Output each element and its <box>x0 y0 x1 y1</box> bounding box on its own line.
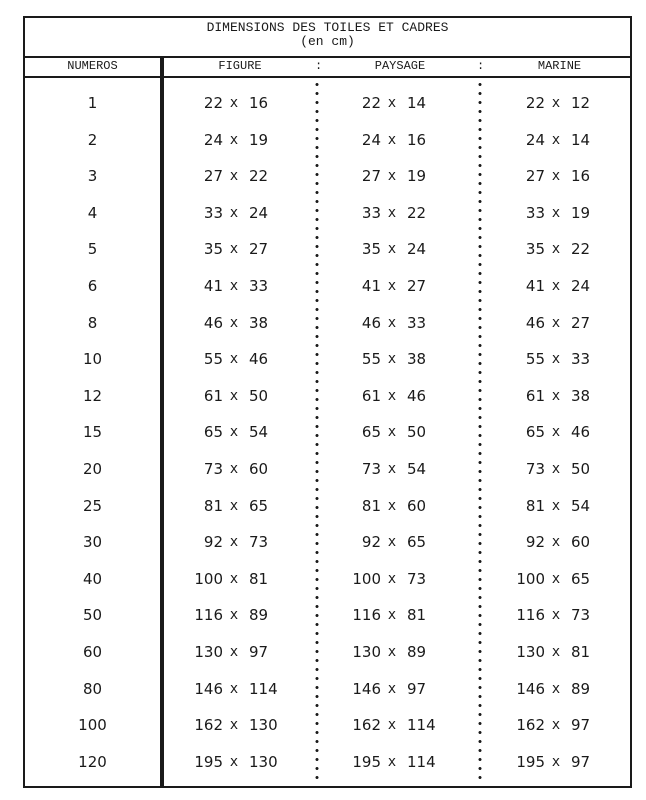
multiply-sign: x <box>551 717 561 734</box>
dimension-width: 61 <box>361 386 381 405</box>
header-separator: : <box>477 59 485 73</box>
dimension-height: 73 <box>571 606 591 625</box>
multiply-sign: x <box>387 717 397 734</box>
dimension-width: 65 <box>525 423 545 442</box>
dimension-width: 35 <box>203 240 223 259</box>
figure-cell <box>185 597 285 634</box>
dimension-height: 38 <box>249 313 269 332</box>
paysage-cell <box>343 524 443 561</box>
table-row <box>25 305 630 342</box>
dimension-height: 19 <box>249 130 269 149</box>
dimension-height: 27 <box>571 313 591 332</box>
marine-cell <box>507 488 607 525</box>
dimension-height: 50 <box>249 386 269 405</box>
dimension-width: 73 <box>525 459 545 478</box>
dimension-height: 114 <box>249 679 278 698</box>
paysage-cell <box>343 158 443 195</box>
table-row <box>25 488 630 525</box>
multiply-sign: x <box>387 680 397 697</box>
dimension-height: 50 <box>407 423 427 442</box>
figure-cell <box>185 85 285 122</box>
dimension-height: 27 <box>407 276 427 295</box>
dimension-height: 33 <box>249 276 269 295</box>
marine-cell <box>507 451 607 488</box>
multiply-sign: x <box>229 570 239 587</box>
paysage-cell <box>343 707 443 744</box>
numero-cell: 25 <box>82 496 103 515</box>
numero-cell: 12 <box>82 386 103 405</box>
numero-cell: 10 <box>82 350 103 369</box>
dimension-height: 22 <box>249 167 269 186</box>
dimension-height: 97 <box>407 679 427 698</box>
dimension-width: 92 <box>525 533 545 552</box>
header-marine: MARINE <box>537 59 582 73</box>
dimension-width: 27 <box>361 167 381 186</box>
dimension-height: 46 <box>249 350 269 369</box>
figure-cell <box>185 158 285 195</box>
multiply-sign: x <box>387 204 397 221</box>
table-row <box>25 378 630 415</box>
dimension-height: 33 <box>571 350 591 369</box>
multiply-sign: x <box>551 643 561 660</box>
multiply-sign: x <box>551 387 561 404</box>
multiply-sign: x <box>229 314 239 331</box>
column-header-row <box>25 58 630 78</box>
dimension-width: 46 <box>525 313 545 332</box>
dimension-width: 130 <box>352 642 381 661</box>
multiply-sign: x <box>229 95 239 111</box>
table-row <box>25 195 630 232</box>
multiply-sign: x <box>387 131 397 148</box>
figure-cell <box>185 561 285 598</box>
multiply-sign: x <box>229 387 239 404</box>
numero-cell: 8 <box>87 313 98 332</box>
figure-cell <box>185 451 285 488</box>
figure-cell <box>185 671 285 708</box>
numero-cell: 50 <box>82 606 103 625</box>
marine-cell <box>507 597 607 634</box>
marine-cell <box>507 524 607 561</box>
dimension-height: 81 <box>571 642 591 661</box>
multiply-sign: x <box>387 534 397 551</box>
dimension-height: 73 <box>407 569 427 588</box>
paysage-cell <box>343 85 443 122</box>
multiply-sign: x <box>387 607 397 624</box>
numero-cell: 80 <box>82 679 103 698</box>
multiply-sign: x <box>551 95 561 111</box>
multiply-sign: x <box>387 643 397 660</box>
header-paysage: PAYSAGE <box>374 59 426 73</box>
dimension-width: 35 <box>525 240 545 259</box>
multiply-sign: x <box>551 497 561 514</box>
table-row <box>25 231 630 268</box>
dimension-height: 46 <box>407 386 427 405</box>
dimension-height: 16 <box>249 94 269 112</box>
dimension-height: 16 <box>407 130 427 149</box>
multiply-sign: x <box>551 607 561 624</box>
marine-cell <box>507 305 607 342</box>
figure-cell <box>185 268 285 305</box>
figure-cell <box>185 195 285 232</box>
dimension-width: 146 <box>352 679 381 698</box>
marine-cell <box>507 744 607 781</box>
paysage-cell <box>343 195 443 232</box>
title-line-main: DIMENSIONS DES TOILES ET CADRES <box>206 20 449 35</box>
multiply-sign: x <box>387 753 397 770</box>
multiply-sign: x <box>551 534 561 551</box>
dimension-width: 33 <box>361 203 381 222</box>
multiply-sign: x <box>229 680 239 697</box>
dimension-width: 116 <box>194 606 223 625</box>
dimension-height: 81 <box>407 606 427 625</box>
header-separator: : <box>315 59 323 73</box>
dimension-height: 14 <box>407 94 427 112</box>
dimension-width: 22 <box>203 94 223 112</box>
multiply-sign: x <box>229 424 239 441</box>
multiply-sign: x <box>229 717 239 734</box>
dimension-width: 116 <box>352 606 381 625</box>
table-row <box>25 122 630 159</box>
dimension-width: 146 <box>194 679 223 698</box>
multiply-sign: x <box>551 168 561 185</box>
dimension-width: 46 <box>203 313 223 332</box>
paysage-cell <box>343 378 443 415</box>
figure-cell <box>185 341 285 378</box>
dimension-width: 41 <box>203 276 223 295</box>
table-row <box>25 634 630 671</box>
multiply-sign: x <box>229 753 239 770</box>
multiply-sign: x <box>387 570 397 587</box>
multiply-sign: x <box>551 680 561 697</box>
dimension-height: 97 <box>249 642 269 661</box>
numero-cell: 6 <box>87 276 98 295</box>
paysage-cell <box>343 744 443 781</box>
paysage-cell <box>343 268 443 305</box>
numero-cell: 30 <box>82 533 103 552</box>
dimension-width: 100 <box>352 569 381 588</box>
figure-cell <box>185 305 285 342</box>
multiply-sign: x <box>229 643 239 660</box>
header-numeros: NUMEROS <box>67 59 118 73</box>
dimension-height: 24 <box>571 276 591 295</box>
multiply-sign: x <box>229 497 239 514</box>
dimension-height: 22 <box>571 240 591 259</box>
numero-cell: 60 <box>82 642 103 661</box>
table-row <box>25 524 630 561</box>
dimension-width: 92 <box>361 533 381 552</box>
marine-cell <box>507 561 607 598</box>
dimension-height: 24 <box>249 203 269 222</box>
table-row <box>25 341 630 378</box>
dimension-height: 33 <box>407 313 427 332</box>
table-row <box>25 671 630 708</box>
dimension-height: 24 <box>407 240 427 259</box>
dimension-height: 65 <box>407 533 427 552</box>
multiply-sign: x <box>551 131 561 148</box>
figure-cell <box>185 634 285 671</box>
multiply-sign: x <box>387 168 397 185</box>
table-row <box>25 744 630 781</box>
marine-cell <box>507 195 607 232</box>
multiply-sign: x <box>387 314 397 331</box>
table-row <box>25 597 630 634</box>
dimension-height: 89 <box>571 679 591 698</box>
dimension-width: 195 <box>516 752 545 771</box>
dimension-width: 130 <box>194 642 223 661</box>
dimension-height: 97 <box>571 752 591 771</box>
figure-cell <box>185 378 285 415</box>
marine-cell <box>507 671 607 708</box>
multiply-sign: x <box>387 277 397 294</box>
dimension-width: 55 <box>525 350 545 369</box>
dimension-height: 38 <box>407 350 427 369</box>
dimension-height: 14 <box>571 130 591 149</box>
dimension-height: 97 <box>571 716 591 735</box>
marine-cell <box>507 634 607 671</box>
dimension-height: 60 <box>407 496 427 515</box>
numero-cell: 2 <box>87 130 98 149</box>
dimension-height: 65 <box>571 569 591 588</box>
dimension-width: 24 <box>525 130 545 149</box>
numero-cell: 5 <box>87 240 98 259</box>
numero-cell: 1 <box>87 94 98 112</box>
dimensions-table <box>23 16 632 788</box>
multiply-sign: x <box>551 351 561 368</box>
header-figure: FIGURE <box>218 59 262 73</box>
dimension-height: 89 <box>407 642 427 661</box>
dimension-height: 12 <box>571 94 591 112</box>
paysage-cell <box>343 561 443 598</box>
dimension-width: 55 <box>361 350 381 369</box>
marine-cell <box>507 707 607 744</box>
paysage-cell <box>343 451 443 488</box>
paysage-cell <box>343 305 443 342</box>
dimension-height: 16 <box>571 167 591 186</box>
table-row <box>25 158 630 195</box>
dimension-height: 81 <box>249 569 269 588</box>
table-row <box>25 707 630 744</box>
dimension-width: 22 <box>525 94 545 112</box>
marine-cell <box>507 341 607 378</box>
dimension-height: 89 <box>249 606 269 625</box>
figure-cell <box>185 744 285 781</box>
multiply-sign: x <box>551 314 561 331</box>
dimension-width: 65 <box>361 423 381 442</box>
figure-cell <box>185 231 285 268</box>
multiply-sign: x <box>551 753 561 770</box>
dimension-height: 38 <box>571 386 591 405</box>
dimension-width: 46 <box>361 313 381 332</box>
multiply-sign: x <box>551 241 561 258</box>
multiply-sign: x <box>229 351 239 368</box>
numero-cell: 20 <box>82 459 103 478</box>
table-row <box>25 451 630 488</box>
paysage-cell <box>343 231 443 268</box>
multiply-sign: x <box>387 387 397 404</box>
multiply-sign: x <box>387 497 397 514</box>
dimension-height: 114 <box>407 716 436 735</box>
dimension-width: 27 <box>525 167 545 186</box>
dimension-width: 33 <box>203 203 223 222</box>
table-body <box>25 85 630 780</box>
dimension-width: 35 <box>361 240 381 259</box>
numero-cell: 4 <box>87 203 98 222</box>
dimension-height: 50 <box>571 459 591 478</box>
numero-cell: 100 <box>78 716 107 735</box>
multiply-sign: x <box>551 424 561 441</box>
dimension-width: 55 <box>203 350 223 369</box>
multiply-sign: x <box>229 131 239 148</box>
multiply-sign: x <box>387 95 397 111</box>
dimension-width: 65 <box>203 423 223 442</box>
multiply-sign: x <box>229 534 239 551</box>
multiply-sign: x <box>387 460 397 477</box>
multiply-sign: x <box>229 241 239 258</box>
dimension-width: 81 <box>203 496 223 515</box>
figure-cell <box>185 707 285 744</box>
table-title <box>25 18 630 58</box>
table-row <box>25 268 630 305</box>
marine-cell <box>507 122 607 159</box>
multiply-sign: x <box>229 204 239 221</box>
dimension-height: 114 <box>407 752 436 771</box>
marine-cell <box>507 378 607 415</box>
multiply-sign: x <box>551 204 561 221</box>
dimension-height: 19 <box>571 203 591 222</box>
multiply-sign: x <box>229 607 239 624</box>
multiply-sign: x <box>551 570 561 587</box>
marine-cell <box>507 158 607 195</box>
numero-cell: 120 <box>78 752 107 771</box>
multiply-sign: x <box>229 277 239 294</box>
marine-cell <box>507 268 607 305</box>
figure-cell <box>185 414 285 451</box>
dimension-width: 162 <box>194 716 223 735</box>
multiply-sign: x <box>551 277 561 294</box>
paysage-cell <box>343 671 443 708</box>
figure-cell <box>185 524 285 561</box>
multiply-sign: x <box>229 460 239 477</box>
dimension-width: 146 <box>516 679 545 698</box>
dimension-height: 73 <box>249 533 269 552</box>
dimension-width: 41 <box>525 276 545 295</box>
dimension-width: 41 <box>361 276 381 295</box>
paysage-cell <box>343 414 443 451</box>
figure-cell <box>185 488 285 525</box>
dimension-width: 73 <box>203 459 223 478</box>
paysage-cell <box>343 122 443 159</box>
dimension-width: 162 <box>352 716 381 735</box>
paysage-cell <box>343 488 443 525</box>
dimension-height: 130 <box>249 752 278 771</box>
paysage-cell <box>343 597 443 634</box>
dimension-width: 195 <box>194 752 223 771</box>
numero-cell: 3 <box>87 167 98 186</box>
dimension-height: 19 <box>407 167 427 186</box>
figure-cell <box>185 122 285 159</box>
dimension-width: 81 <box>525 496 545 515</box>
dimension-height: 65 <box>249 496 269 515</box>
dimension-width: 24 <box>203 130 223 149</box>
dimension-width: 116 <box>516 606 545 625</box>
paysage-cell <box>343 341 443 378</box>
dimension-width: 24 <box>361 130 381 149</box>
dimension-height: 54 <box>249 423 269 442</box>
dimension-width: 130 <box>516 642 545 661</box>
dimension-width: 73 <box>361 459 381 478</box>
dimension-width: 100 <box>194 569 223 588</box>
dimension-height: 60 <box>571 533 591 552</box>
numero-cell: 40 <box>82 569 103 588</box>
dimension-height: 54 <box>407 459 427 478</box>
dimension-width: 195 <box>352 752 381 771</box>
dimension-height: 130 <box>249 716 278 735</box>
dimension-height: 27 <box>249 240 269 259</box>
multiply-sign: x <box>387 351 397 368</box>
dimension-width: 27 <box>203 167 223 186</box>
paysage-cell <box>343 634 443 671</box>
dimension-width: 61 <box>203 386 223 405</box>
dimension-height: 54 <box>571 496 591 515</box>
dimension-width: 92 <box>203 533 223 552</box>
dimension-width: 22 <box>361 94 381 112</box>
marine-cell <box>507 414 607 451</box>
table-row <box>25 561 630 598</box>
dimension-width: 33 <box>525 203 545 222</box>
numero-cell: 15 <box>82 423 103 442</box>
marine-cell <box>507 231 607 268</box>
title-line-unit: (en cm) <box>300 34 355 49</box>
dimension-width: 100 <box>516 569 545 588</box>
dimension-height: 60 <box>249 459 269 478</box>
dimension-height: 46 <box>571 423 591 442</box>
dimension-height: 22 <box>407 203 427 222</box>
multiply-sign: x <box>387 424 397 441</box>
multiply-sign: x <box>229 168 239 185</box>
table-row <box>25 85 630 122</box>
dimension-width: 81 <box>361 496 381 515</box>
marine-cell <box>507 85 607 122</box>
multiply-sign: x <box>387 241 397 258</box>
multiply-sign: x <box>551 460 561 477</box>
table-row <box>25 414 630 451</box>
dimension-width: 61 <box>525 386 545 405</box>
dimension-width: 162 <box>516 716 545 735</box>
